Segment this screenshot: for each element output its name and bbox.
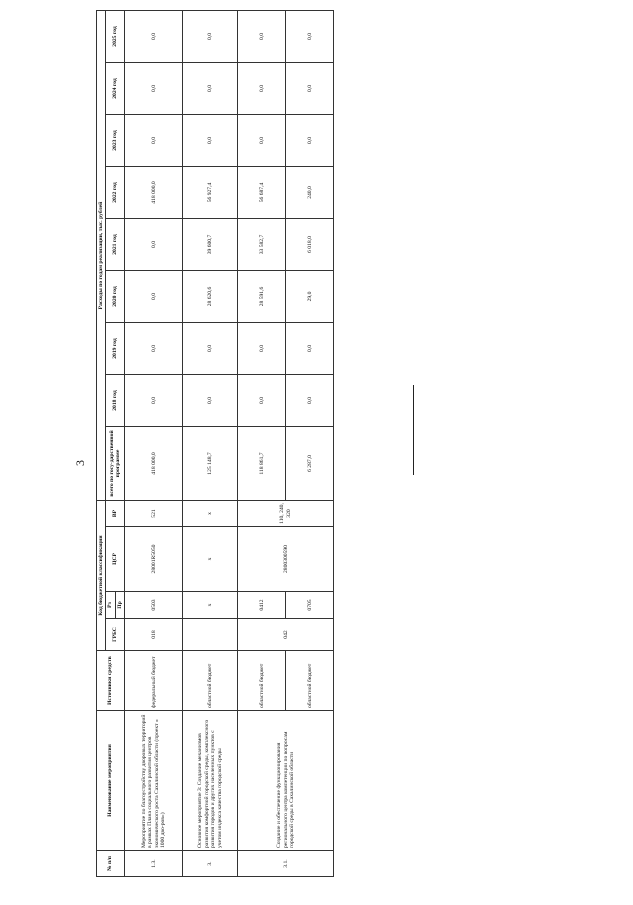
- table-row: [238, 10, 286, 876]
- row-year-value: 0,0: [125, 115, 183, 167]
- row-year-value: 0,0: [125, 271, 183, 323]
- row-grbs: [183, 619, 238, 651]
- row-rzpr: 0503: [125, 592, 183, 619]
- row-year-value: 0,0: [286, 10, 334, 62]
- header-csr: ЦСР: [106, 527, 125, 592]
- table-row: [183, 10, 238, 876]
- header-source: Источники средств: [97, 651, 125, 711]
- row-year-value: 39 600,7: [183, 219, 238, 271]
- row-year-value: 56 927,4: [183, 167, 238, 219]
- table-row: [125, 10, 183, 876]
- row-total: 118 861,7: [238, 427, 286, 501]
- row-year-value: 0,0: [125, 63, 183, 115]
- row-total: 418 000,0: [125, 427, 183, 501]
- row-year-value: 0,0: [183, 115, 238, 167]
- row-rzpr: 0705: [286, 592, 334, 619]
- row-name: Основное мероприятие 3: Создание механизмов развития комфортной городской среды, комплексного развития городов и других населенных пунктов с учетом индекса качества городской среды: [183, 711, 238, 851]
- row-year-value: 28 591,6: [238, 271, 286, 323]
- row-year-value: 0,0: [238, 10, 286, 62]
- row-csr: x: [183, 527, 238, 592]
- row-year-value: 33 582,7: [238, 219, 286, 271]
- header-year: 2020 год: [106, 271, 125, 323]
- page-number: 3: [73, 460, 87, 466]
- header-year: 2019 год: [106, 323, 125, 375]
- separator-line: [413, 385, 414, 475]
- header-total: всего по госу-дарственной программе: [106, 427, 125, 501]
- row-num: 3.: [183, 851, 238, 877]
- row-year-value: 0,0: [238, 115, 286, 167]
- row-source: областной бюджет: [238, 651, 286, 711]
- row-year-value: 29,0: [286, 271, 334, 323]
- row-year-value: 0,0: [286, 115, 334, 167]
- header-budget-class: Код бюджетной классификации: [97, 501, 106, 651]
- row-vr: 110, 240, 320: [238, 501, 334, 527]
- row-total: 125 148,7: [183, 427, 238, 501]
- row-year-value: 0,0: [238, 375, 286, 427]
- header-year: 2022 год: [106, 167, 125, 219]
- row-csr: 28001R5050: [125, 527, 183, 592]
- header-year: 2021 год: [106, 219, 125, 271]
- row-source: областной бюджет: [183, 651, 238, 711]
- header-vr: ВР: [106, 501, 125, 527]
- row-vr: x: [183, 501, 238, 527]
- row-csr: 2800300590: [238, 527, 334, 592]
- row-name: Создание и обеспечение функционирования регионального центра компетенции по вопросам городской среды в Сахалинской области: [238, 711, 334, 851]
- row-num: 1.3.: [125, 851, 183, 877]
- row-year-value: 28 620,6: [183, 271, 238, 323]
- header-pr: Пр: [115, 592, 124, 619]
- row-year-value: 0,0: [238, 63, 286, 115]
- row-year-value: 0,0: [125, 219, 183, 271]
- row-total: 6 287,0: [286, 427, 334, 501]
- row-year-value: 0,0: [238, 323, 286, 375]
- header-name: Наименование мероприятия: [97, 711, 125, 851]
- row-year-value: 0,0: [183, 10, 238, 62]
- row-year-value: 56 687,4: [238, 167, 286, 219]
- row-year-value: 0,0: [286, 63, 334, 115]
- row-year-value: 0,0: [183, 323, 238, 375]
- header-rz: Рз: [106, 592, 115, 619]
- row-year-value: 0,0: [125, 10, 183, 62]
- row-year-value: 0,0: [286, 323, 334, 375]
- row-year-value: 240,0: [286, 167, 334, 219]
- row-num: 3.1.: [238, 851, 334, 877]
- row-source: федеральный бюджет: [125, 651, 183, 711]
- header-year: 2024 год: [106, 63, 125, 115]
- row-grbs: 018: [125, 619, 183, 651]
- row-rzpr: 0412: [238, 592, 286, 619]
- header-expenses: Расходы по годам реализации, тыс. рублей: [97, 10, 106, 500]
- row-year-value: 418 000,0: [125, 167, 183, 219]
- row-grbs: 042: [238, 619, 334, 651]
- row-year-value: 0,0: [125, 375, 183, 427]
- header-grbs: ГРБС: [106, 619, 125, 651]
- row-vr: 521: [125, 501, 183, 527]
- header-year: 2023 год: [106, 115, 125, 167]
- row-rzpr: x: [183, 592, 238, 619]
- row-year-value: 0,0: [125, 323, 183, 375]
- header-year: 2018 год: [106, 375, 125, 427]
- row-year-value: 6 018,0: [286, 219, 334, 271]
- row-year-value: 0,0: [286, 375, 334, 427]
- rotated-table-container: [96, 11, 330, 877]
- row-year-value: 0,0: [183, 375, 238, 427]
- budget-table: [96, 10, 334, 877]
- row-source: областной бюджет: [286, 651, 334, 711]
- row-name: Мероприятие по благоустройству дворовых территорий в рамках Плана социального развития центров экономического роста Сахалинской области (проект « 1000 дво-ров»): [125, 711, 183, 851]
- header-year: 2025 год: [106, 10, 125, 62]
- header-num: № п/п: [97, 851, 125, 877]
- row-year-value: 0,0: [183, 63, 238, 115]
